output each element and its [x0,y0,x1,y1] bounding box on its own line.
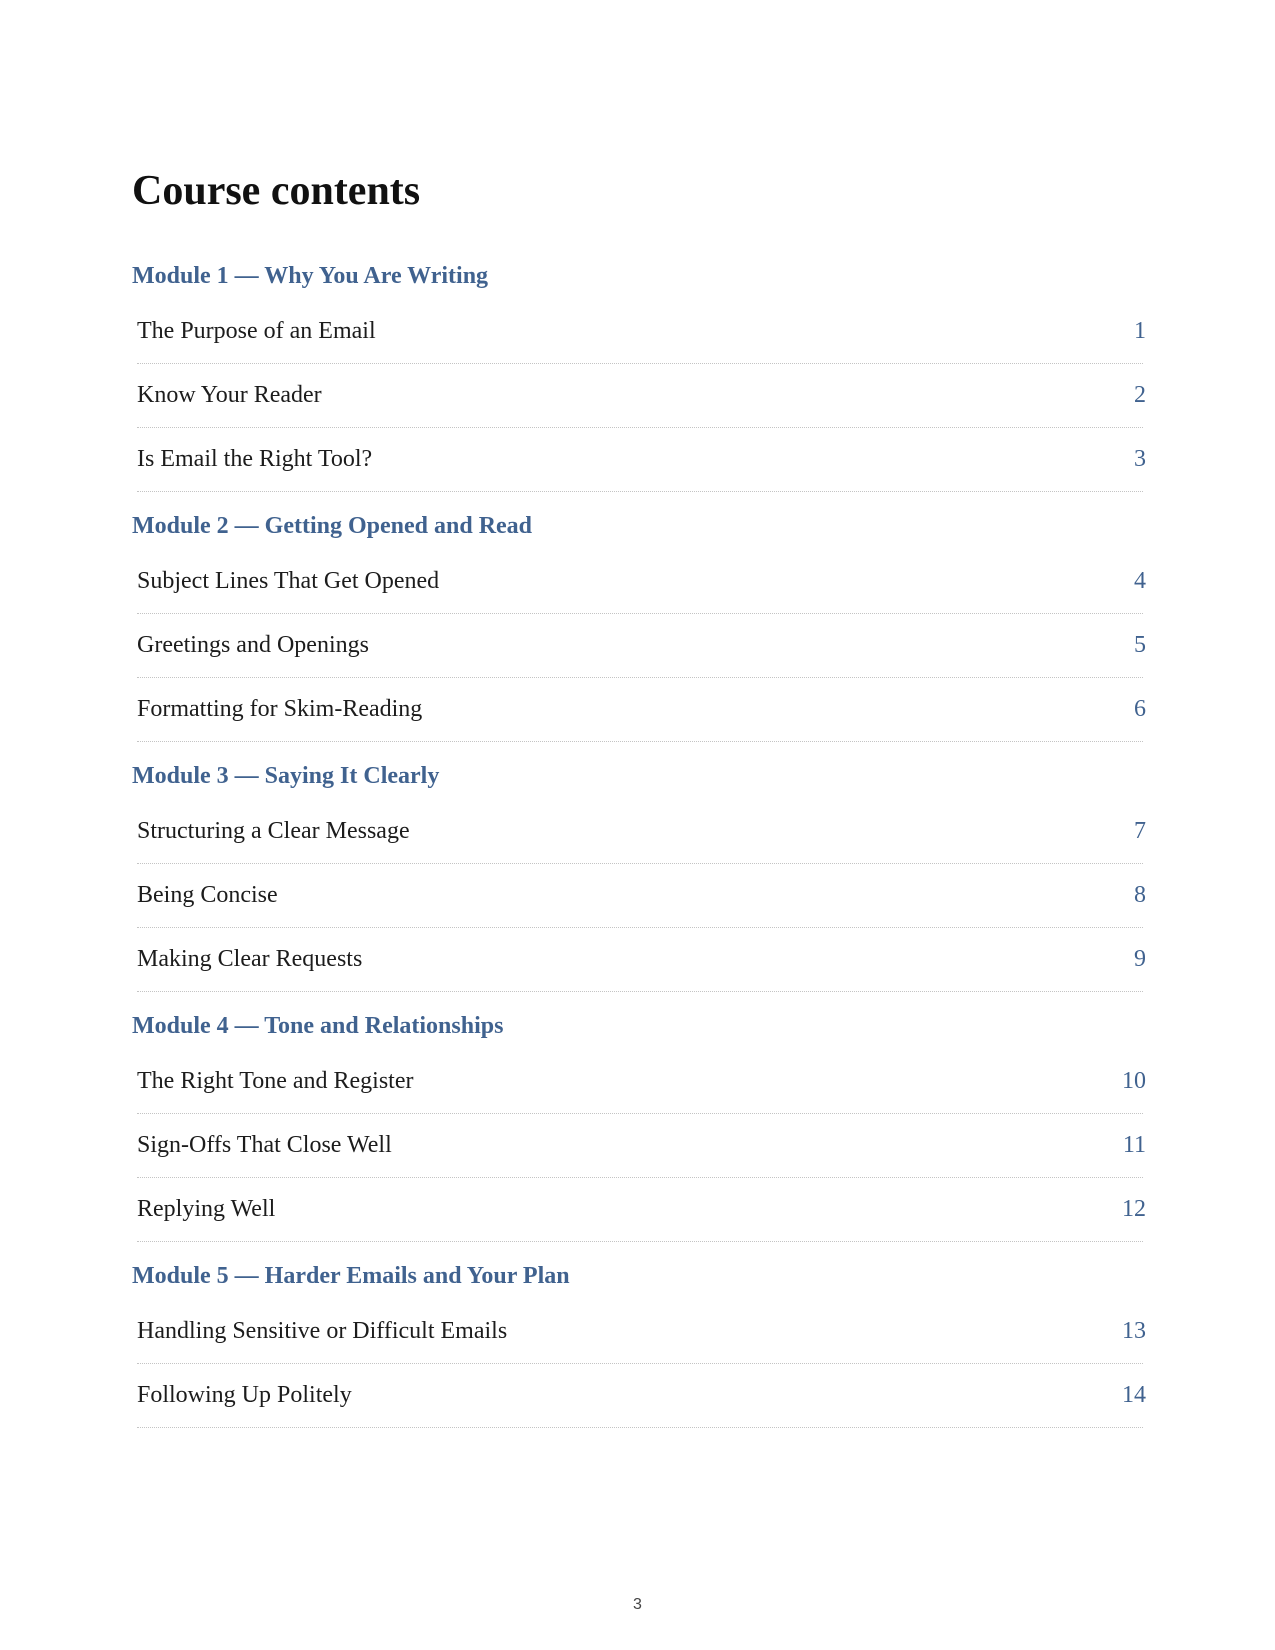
toc-entry[interactable] [137,550,1146,614]
toc-entry-title: Sign-Offs That Close Well [137,1132,392,1158]
module-heading: Module 1 — Why You Are Writing [132,263,489,289]
module-section [132,502,1146,742]
toc-entry-title: Following Up Politely [137,1382,352,1408]
toc-entry-page-number: 8 [1134,882,1146,908]
module-section [132,752,1146,992]
toc-entry-title: Formatting for Skim-Reading [137,696,423,722]
module-spacer [132,492,1146,502]
toc-entry-page-number: 14 [1122,1382,1146,1408]
module-spacer [132,1242,1146,1252]
module-spacer [132,742,1146,752]
toc-entry-page-number: 1 [1134,318,1146,344]
toc-entry-title: Is Email the Right Tool? [137,446,373,472]
toc-entry[interactable] [137,300,1146,364]
module-section [132,1252,1146,1428]
toc-entry-page-number: 12 [1122,1196,1146,1222]
module-heading: Module 4 — Tone and Relationships [132,1013,504,1039]
toc-entry-page-number: 7 [1134,818,1146,844]
toc-entry-page-number: 10 [1122,1068,1146,1094]
toc-entry-page-number: 6 [1134,696,1146,722]
toc-entry[interactable] [137,364,1146,428]
toc-entry-title: Structuring a Clear Message [137,818,410,844]
toc-entry-title: Know Your Reader [137,382,322,408]
module-spacer [132,992,1146,1002]
toc-entry-page-number: 9 [1134,946,1146,972]
toc-entry-page-number: 2 [1134,382,1146,408]
toc-entry-page-number: 4 [1134,568,1146,594]
toc-entry[interactable] [137,800,1146,864]
toc-entry-page-number: 3 [1134,446,1146,472]
toc-entry-page-number: 13 [1122,1318,1146,1344]
module-heading: Module 3 — Saying It Clearly [132,763,440,789]
table-of-contents [132,252,1146,1428]
toc-entry-page-number: 5 [1134,632,1146,658]
toc-entry-title: Replying Well [137,1196,276,1222]
page-title: Course contents [132,168,421,214]
toc-entry[interactable] [137,678,1146,742]
module-section [132,252,1146,492]
module-heading: Module 5 — Harder Emails and Your Plan [132,1263,570,1289]
toc-entry[interactable] [137,1300,1146,1364]
module-section [132,1002,1146,1242]
toc-entry[interactable] [137,428,1146,492]
toc-entry[interactable] [137,864,1146,928]
page-number: 3 [633,1596,642,1613]
toc-entry-title: Being Concise [137,882,278,908]
toc-entry[interactable] [137,1364,1146,1428]
toc-entry[interactable] [137,1114,1146,1178]
toc-entry-title: The Right Tone and Register [137,1068,414,1094]
toc-entry[interactable] [137,928,1146,992]
module-heading: Module 2 — Getting Opened and Read [132,513,533,539]
toc-entry-title: Making Clear Requests [137,946,363,972]
toc-entry[interactable] [137,1050,1146,1114]
toc-entry-title: Handling Sensitive or Difficult Emails [137,1318,508,1344]
toc-entry-title: Greetings and Openings [137,632,369,658]
toc-entry-title: The Purpose of an Email [137,318,376,344]
toc-entry-title: Subject Lines That Get Opened [137,568,440,594]
toc-entry-page-number: 11 [1122,1132,1146,1158]
toc-entry[interactable] [137,1178,1146,1242]
toc-entry[interactable] [137,614,1146,678]
